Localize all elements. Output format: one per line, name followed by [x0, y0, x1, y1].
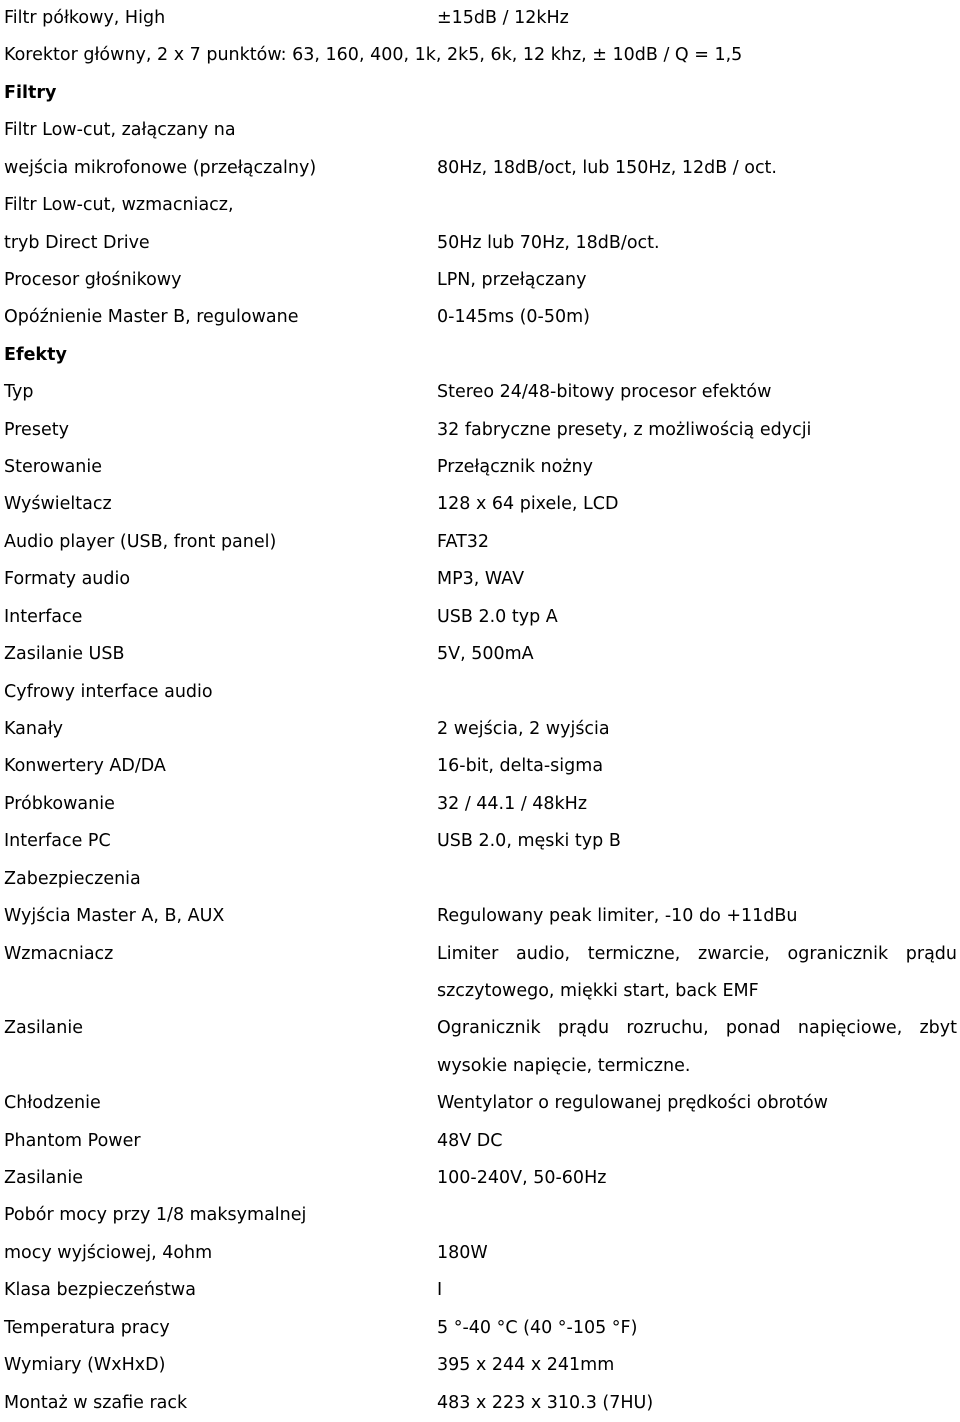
spec-label: Korektor główny, 2 x 7 punktów: 63, 160, 400, 1k, 2k5, 6k, 12 khz, ± 10dB / Q = 1,5 — [4, 45, 743, 66]
spec-label: Wzmacniacz — [4, 943, 114, 964]
spec-label: wejścia mikrofonowe (przełączalny) — [4, 157, 317, 178]
spec-label: Cyfrowy interface audio — [4, 681, 213, 702]
spec-label: Audio player (USB, front panel) — [4, 531, 277, 552]
spec-label: Procesor głośnikowy — [4, 269, 182, 290]
spec-value: 80Hz, 18dB/oct, lub 150Hz, 12dB / oct. — [437, 157, 777, 178]
spec-label: Kanały — [4, 718, 64, 739]
spec-value: 32 fabryczne presety, z możliwością edycji — [437, 419, 812, 440]
spec-value: 5 °-40 °C (40 °-105 °F) — [437, 1317, 638, 1338]
spec-value: Stereo 24/48-bitowy procesor efektów — [437, 382, 772, 403]
section-heading: Filtry — [4, 82, 57, 103]
spec-value: 2 wejścia, 2 wyjścia — [437, 718, 610, 739]
spec-value: Ogranicznik prądu rozruchu, ponad napięciowe, zbyt — [437, 1018, 957, 1039]
spec-label: Opóźnienie Master B, regulowane — [4, 307, 299, 328]
spec-value: USB 2.0 typ A — [437, 606, 558, 627]
spec-label: Wyjścia Master A, B, AUX — [4, 906, 225, 927]
spec-label: Interface — [4, 606, 83, 627]
spec-label: Typ — [4, 382, 34, 403]
spec-value: 5V, 500mA — [437, 644, 534, 665]
spec-label: Interface PC — [4, 831, 111, 852]
spec-label: Presety — [4, 419, 69, 440]
spec-value: 100-240V, 50-60Hz — [437, 1168, 607, 1189]
spec-label: Temperatura pracy — [4, 1317, 170, 1338]
spec-value: 48V DC — [437, 1130, 503, 1151]
spec-label: Filtr Low-cut, wzmacniacz, — [4, 195, 234, 216]
spec-label: Klasa bezpieczeństwa — [4, 1280, 196, 1301]
spec-label: Zasilanie USB — [4, 644, 125, 665]
spec-label: Wyświeltacz — [4, 494, 112, 515]
spec-value: 32 / 44.1 / 48kHz — [437, 793, 588, 814]
spec-value: FAT32 — [437, 531, 490, 552]
spec-value: 128 x 64 pixele, LCD — [437, 494, 619, 515]
spec-label: Formaty audio — [4, 569, 131, 590]
spec-label: Wymiary (WxHxD) — [4, 1355, 166, 1376]
spec-value: LPN, przełączany — [437, 269, 587, 290]
spec-label: Pobór mocy przy 1/8 maksymalnej — [4, 1205, 307, 1226]
spec-label: tryb Direct Drive — [4, 232, 150, 253]
spec-label: Filtr półkowy, High — [4, 8, 166, 28]
spec-label: Phantom Power — [4, 1130, 141, 1151]
section-heading: Efekty — [4, 344, 67, 365]
spec-value: 180W — [437, 1242, 488, 1263]
spec-label: Chłodzenie — [4, 1093, 101, 1114]
spec-value: Limiter audio, termiczne, zwarcie, ogranicznik prądu — [437, 943, 957, 964]
spec-label: Montaż w szafie rack — [4, 1392, 188, 1413]
spec-label: mocy wyjściowej, 4ohm — [4, 1242, 213, 1263]
spec-label: Próbkowanie — [4, 793, 115, 814]
spec-value: Przełącznik nożny — [437, 457, 593, 478]
spec-value: 50Hz lub 70Hz, 18dB/oct. — [437, 232, 660, 253]
spec-value: 16-bit, delta-sigma — [437, 756, 604, 777]
spec-value: 395 x 244 x 241mm — [437, 1355, 615, 1376]
spec-label: Sterowanie — [4, 457, 103, 478]
spec-value: Wentylator o regulowanej prędkości obrotów — [437, 1093, 828, 1114]
spec-label: Zasilanie — [4, 1168, 83, 1189]
spec-label: Zabezpieczenia — [4, 868, 141, 889]
spec-value: wysokie napięcie, termiczne. — [437, 1055, 691, 1076]
spec-value: ±15dB / 12kHz — [437, 8, 569, 28]
spec-value: szczytowego, miękki start, back EMF — [437, 980, 759, 1001]
spec-value: I — [437, 1280, 443, 1301]
spec-label: Zasilanie — [4, 1018, 83, 1039]
spec-value: Regulowany peak limiter, -10 do +11dBu — [437, 906, 798, 927]
spec-label: Konwertery AD/DA — [4, 756, 166, 777]
spec-value: 483 x 223 x 310.3 (7HU) — [437, 1392, 654, 1413]
spec-label: Filtr Low-cut, załączany na — [4, 120, 236, 141]
spec-value: USB 2.0, męski typ B — [437, 831, 621, 852]
spec-value: MP3, WAV — [437, 569, 525, 590]
spec-value: 0-145ms (0-50m) — [437, 307, 590, 328]
